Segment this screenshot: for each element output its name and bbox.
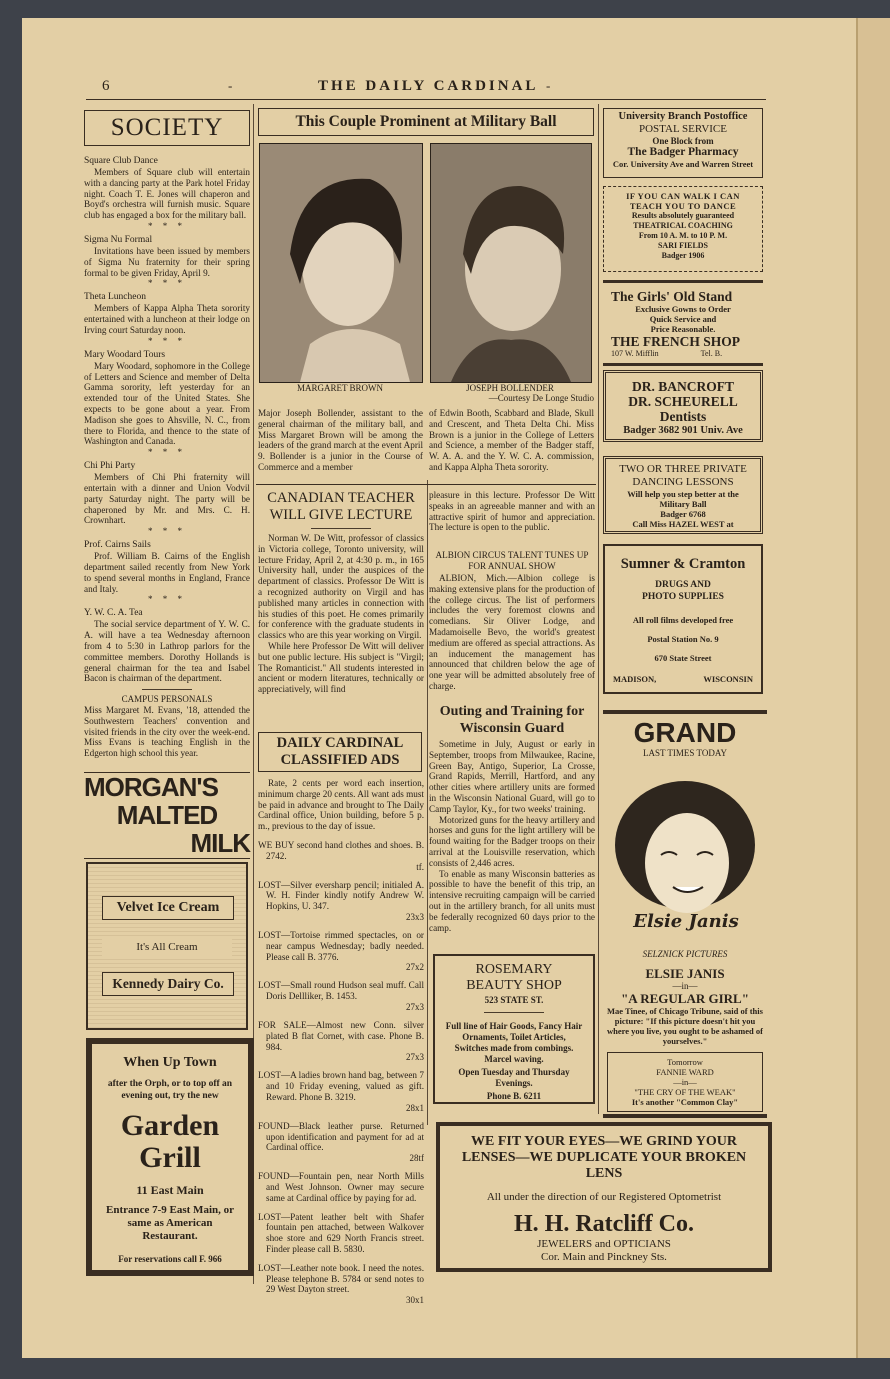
outing-heading: Outing and Training for Wisconsin Guard bbox=[439, 704, 585, 736]
sumner-line-4: All roll films developed free bbox=[632, 615, 734, 625]
classified-ad bbox=[258, 1070, 424, 1112]
french-shop-ad bbox=[603, 280, 763, 366]
postoffice-line-1: University Branch Postoffice bbox=[618, 111, 748, 122]
society-heading: SOCIETY bbox=[110, 114, 224, 141]
ratcliff-line-4: JEWELERS and OPTICIANS bbox=[537, 1238, 671, 1250]
society-item-text: Invitations have been issued by members of Sigma Nu fraternity for their spring formal to be given Friday, April 9. bbox=[84, 245, 250, 278]
garden-line-7: For reservations call F. 966 bbox=[118, 1254, 222, 1264]
lecture-continued bbox=[429, 490, 595, 550]
circus-text: ALBION, Mich.—Albion college is making extensive plans for the production of the college circus. The list of performers includes the very foremost clowns and comedians. Sir Oliver Lodge, and Madamoiselle Bevo, the world's greatest medium are offered as special attractions. As an inducement the management has announced that children below the age of one year will be admitted absolutely free of charge. bbox=[429, 573, 595, 691]
margaret-brown-portrait bbox=[260, 144, 422, 382]
dance-line-4: From 10 A. M. to 10 P. M. bbox=[638, 231, 728, 240]
separator-stars: * * * bbox=[148, 447, 186, 458]
classified-ad-code: 27x3 bbox=[406, 1001, 424, 1012]
kennedy-line-1: Velvet Ice Cream bbox=[102, 896, 234, 920]
postoffice-line-3: One Block from bbox=[652, 136, 714, 146]
society-item-title: Prof. Cairns Sails bbox=[84, 540, 151, 551]
classified-ad-text: WE BUY second hand clothes and shoes. B. 2742. bbox=[258, 839, 424, 861]
garden-line-1: When Up Town bbox=[123, 1055, 217, 1070]
lessons-line-4: Call Miss HAZEL WEST at bbox=[632, 519, 734, 529]
postoffice-line-5: Cor. University Ave and Warren Street bbox=[612, 159, 754, 169]
garden-line-4: Grill bbox=[139, 1141, 201, 1174]
rosemary-ad bbox=[433, 954, 595, 1104]
rosemary-line-5: Open Tuesday and Thursday Evenings. bbox=[458, 1067, 570, 1088]
sumner-line-1: Sumner & Cramton bbox=[620, 556, 746, 572]
dentists-ad bbox=[603, 370, 763, 442]
ratcliff-line-3: H. H. Ratcliff Co. bbox=[514, 1211, 694, 1237]
kennedy-ad bbox=[86, 862, 248, 1030]
separator-stars: * * * bbox=[148, 278, 186, 289]
classified-ad-text: LOST—Small round Hudson seal muff. Call Doris Dellliker, B. 1453. bbox=[258, 980, 424, 1002]
shop-line-4: Price Reasonable. bbox=[650, 324, 716, 334]
military-bottom-rule bbox=[256, 484, 596, 485]
classified-ad-text: LOST—Leather note book. I need the notes. Please telephone B. 5784 or send notes to 29 West Dayton street. bbox=[258, 1262, 424, 1295]
sumner-line-7: MADISON, bbox=[613, 674, 657, 684]
masthead-dot-right: - bbox=[546, 78, 551, 93]
lessons-line-3: Badger 6768 bbox=[660, 509, 706, 519]
classified-ad bbox=[258, 1171, 424, 1203]
classified-ad-text: LOST—A ladies brown hand bag, between 7 and 10 Friday evening, valued as gift. Reward. Phone B. 3219. bbox=[258, 1070, 424, 1102]
dentists-line-2: DR. SCHEURELL bbox=[628, 394, 738, 409]
grand-line-5: "A REGULAR GIRL" bbox=[621, 991, 749, 1006]
outing-article bbox=[429, 703, 595, 948]
classified-ad-code: 23x3 bbox=[406, 911, 424, 922]
classified-ad-text: FOUND—Fountain pen, near North Mills and West Johnson. Owner may secure same at Cardinal office by paying for ad. bbox=[258, 1171, 424, 1203]
postoffice-line-2: POSTAL SERVICE bbox=[639, 123, 727, 135]
classified-ad-code: 27x3 bbox=[406, 1052, 424, 1063]
society-item-text: Mary Woodard, sophomore in the College of Letters and Science and member of Delta Gamma sorority, left yesterday for an extended tour of the United States. She expects to be gone about a year. From Madison she goes to Ahsville, N. C., from there to Florida, and thence to the state of Washington and Canada. bbox=[84, 360, 250, 447]
shop-line-2: Exclusive Gowns to Order bbox=[635, 304, 731, 314]
joseph-bollender-photo bbox=[430, 143, 592, 383]
personals-rule bbox=[142, 689, 192, 690]
classified-ad-code: 28x1 bbox=[406, 1102, 424, 1113]
sumner-line-3: PHOTO SUPPLIES bbox=[642, 592, 724, 602]
outing-text: Sometime in July, August or early in September, troops from Milwaukee, Racine, Green Bay, Antigo, Superior, La Crosse, Grand Rapids, Merrill, Hartford, and any other cities where artillery units are formed in the Wisconsin National Guard, will go to Camp Taylor, Ky., for two weeks' training. bbox=[429, 739, 595, 814]
caption-margaret: MARGARET BROWN bbox=[296, 383, 384, 393]
sumner-line-6: 670 State Street bbox=[654, 653, 712, 663]
rosemary-line-3: 523 STATE ST. bbox=[484, 995, 544, 1005]
caption-joseph: JOSEPH BOLLENDER bbox=[466, 383, 554, 393]
newspaper-title: THE DAILY CARDINAL bbox=[318, 78, 539, 94]
society-item-title: Y. W. C. A. Tea bbox=[84, 608, 143, 619]
shop-address-row bbox=[603, 349, 763, 359]
separator-stars: * * * bbox=[148, 526, 186, 537]
circus-heading: ALBION CIRCUS TALENT TUNES UP FOR ANNUAL SHOW bbox=[435, 550, 589, 571]
classified-ad-code: tf. bbox=[416, 861, 424, 872]
separator-stars: * * * bbox=[148, 335, 186, 346]
garden-line-2: after the Orph, or to top off an evening out, try the new bbox=[107, 1079, 233, 1101]
morgans-line-3: MILK bbox=[190, 828, 250, 858]
dance-line-1: IF YOU CAN WALK I CAN TEACH YOU TO DANCE bbox=[626, 191, 740, 211]
military-heading: This Couple Prominent at Military Ball bbox=[295, 113, 557, 130]
masthead-dot: - bbox=[228, 78, 233, 93]
classified-ad bbox=[258, 1020, 424, 1062]
campus-personals-heading: CAMPUS PERSONALS bbox=[121, 694, 213, 705]
morgans-ad bbox=[84, 772, 250, 859]
sumner-line-5: Postal Station No. 9 bbox=[647, 634, 719, 644]
society-item-text: Members of Square club will entertain with a dancing party at the Park hotel Friday night. Coach T. E. Jones will chaperon and Boyd's orchestra will furnish music. Square club has engaged a box for the military ball. bbox=[84, 167, 250, 221]
grand-line-4: —in— bbox=[672, 981, 698, 991]
rosemary-line-2: BEAUTY SHOP bbox=[466, 978, 562, 993]
classified-heading: DAILY CARDINAL CLASSIFIED ADS bbox=[276, 735, 404, 768]
society-item-title: Mary Woodard Tours bbox=[84, 349, 166, 360]
dentists-line-1: DR. BANCROFT bbox=[631, 379, 734, 394]
garden-line-5: 11 East Main bbox=[136, 1183, 204, 1197]
grand-t1: Tomorrow bbox=[667, 1057, 703, 1067]
classified-ad bbox=[258, 1212, 424, 1255]
photo-credit: —Courtesy De Longe Studio bbox=[488, 393, 594, 403]
shop-line-6: 107 W. Mifflin bbox=[611, 349, 659, 358]
classified-ad-text: LOST—Silver eversharp pencil; initialed A. W. H. Finder kindly notify Andrew W. Hopkins, U. 347. bbox=[258, 879, 424, 912]
outing-text-2: Motorized guns for the heavy artillery and horses and guns for the light artillery will be found waiting for the Badger troops on their arrival at the Louisville reservation, which consists of 2,446 acres. bbox=[429, 814, 595, 868]
teacher-text-2: While here Professor De Witt will deliver but one public lecture. His subject is "Virgil; The Romanticist." All students interested in ancient or modern literatures, technically or appreciatively, will find bbox=[258, 640, 424, 695]
rosemary-line-6: Phone B. 6211 bbox=[486, 1091, 542, 1101]
society-item-text: Members of Kappa Alpha Theta sorority entertained with a luncheon at their lodge on Irving court Saturday noon. bbox=[84, 303, 250, 335]
grand-line-2: LAST TIMES TODAY bbox=[642, 748, 728, 758]
grand-t4: "THE CRY OF THE WEAK" bbox=[634, 1087, 736, 1097]
grand-line-6: Mae Tinee, of Chicago Tribune, said of this picture: "If this picture doesn't hit you where you live, you ought to be ashamed of yourselves." bbox=[607, 1006, 763, 1046]
classified-heading-box bbox=[258, 732, 422, 772]
military-text-left: Major Joseph Bollender, assistant to the general chairman of the military ball, and Miss Margaret Brown will be among the leaders of the grand march at the event April 9. Bollender is a junior in the Course of Commerce and a member bbox=[258, 408, 423, 472]
classified-ad-code: 28tf bbox=[409, 1153, 424, 1164]
next-page-edge bbox=[856, 18, 890, 1358]
classified-ad bbox=[258, 840, 424, 872]
dance-line-6: Badger 1906 bbox=[661, 251, 705, 260]
separator-stars: * * * bbox=[148, 594, 186, 605]
dentists-line-3: Dentists bbox=[659, 409, 707, 424]
classified-ad-code: 27x2 bbox=[406, 962, 424, 973]
teacher-text: Norman W. De Witt, professor of classics in Victoria college, Toronto university, will lecture Friday, April 2, at 4:30 p. m., in 165 University hall, under the auspices of the department of classics. Professor De Witt is a recognized authority on Virgil and has published many articles in connection with his studies of this poet. He comes primarily for conference with the graduate students in classics who are this year working on Virgil. bbox=[258, 533, 424, 641]
society-item-title: Chi Phi Party bbox=[84, 461, 136, 472]
grand-t3: —in— bbox=[673, 1077, 697, 1087]
classified-ad bbox=[258, 880, 424, 922]
shop-line-3: Quick Service and bbox=[649, 314, 717, 324]
classified-list bbox=[258, 840, 424, 1305]
dance-line-2: Results absolutely guaranteed bbox=[631, 211, 735, 220]
teacher-heading: CANADIAN TEACHER WILL GIVE LECTURE bbox=[267, 490, 415, 523]
classified-ad bbox=[258, 1121, 424, 1163]
shop-line-7: Tel. B. bbox=[700, 349, 723, 358]
circus-article bbox=[429, 550, 595, 700]
society-item-text: The social service department of Y. W. C. A. will have a tea Wednesday afternoon from 4 to 5:30 in Lathrop parlors for the committee members. Dorothy Hollands is general chairman for the tea and Isabel Bacon is chairman of the department. bbox=[84, 619, 250, 684]
garden-line-3: Garden bbox=[120, 1109, 220, 1142]
military-heading-box bbox=[258, 108, 594, 136]
column-rule-3 bbox=[598, 104, 599, 1114]
dance-ad bbox=[603, 186, 763, 272]
rosemary-line-1: ROSEMARY bbox=[475, 962, 553, 977]
ratcliff-ad bbox=[436, 1122, 772, 1272]
society-item-text: Members of Chi Phi fraternity will entertain with a dinner and Union Vodvil party Saturday night. The party will be chaperoned by Mr. and Mrs. C. H. Crownhart. bbox=[84, 472, 250, 526]
garden-grill-ad bbox=[86, 1038, 254, 1276]
kennedy-line-3: Kennedy Dairy Co. bbox=[102, 972, 234, 996]
morgans-line-2: MALTED bbox=[116, 800, 218, 830]
society-item-title: Square Club Dance bbox=[84, 156, 158, 166]
society-item-text: Prof. William B. Cairns of the English department sailed recently from New York to spend several months in England, France and Italy. bbox=[84, 551, 250, 594]
classified-ad bbox=[258, 1263, 424, 1305]
grand-tomorrow-box bbox=[607, 1052, 763, 1112]
grand-ad bbox=[603, 710, 767, 1118]
lecture-continued-text: pleasure in this lecture. Professor De Witt speaks in an agreeable manner and with an attractive spirit of humor and appreciation. The lecture is open to the public. bbox=[429, 490, 595, 533]
society-item-title: Theta Luncheon bbox=[84, 292, 146, 303]
teacher-rule bbox=[311, 528, 371, 529]
joseph-bollender-portrait bbox=[431, 144, 591, 382]
sumner-city-row bbox=[613, 674, 753, 685]
kennedy-line-2: It's All Cream bbox=[102, 938, 232, 956]
grand-studio: SELZNICK PICTURES bbox=[642, 949, 728, 959]
grand-t2: FANNIE WARD bbox=[656, 1067, 714, 1077]
society-item-title: Sigma Nu Formal bbox=[84, 234, 153, 245]
shop-line-1: The Girls' Old Stand bbox=[611, 289, 733, 304]
society-items bbox=[84, 156, 250, 690]
sumner-ad bbox=[603, 544, 763, 694]
classified-ad-code: 30x1 bbox=[406, 1295, 424, 1306]
margaret-brown-photo bbox=[259, 143, 423, 383]
classified-ad-text: FOUND—Black leather purse. Returned upon identification and payment for ad at Cardinal office. bbox=[258, 1120, 424, 1153]
ratcliff-line-5: Cor. Main and Pinckney Sts. bbox=[541, 1251, 667, 1263]
society-column bbox=[84, 110, 250, 770]
lessons-line-1: TWO OR THREE PRIVATE DANCING LESSONS bbox=[619, 463, 747, 488]
classified-ad bbox=[258, 930, 424, 972]
military-text-right: of Edwin Booth, Scabbard and Blade, Skull and Crescent, and Theta Delta Chi. Miss Brown is a junior in the College of Letters and Science, a member of the Badger staff, W. A. A. and the Y. W. C. A. commission, and Kappa Alpha Theta sorority. bbox=[429, 408, 594, 472]
dance-line-3: THEATRICAL COACHING bbox=[633, 221, 733, 230]
classified-intro: Rate, 2 cents per word each insertion, minimum charge 20 cents. All want ads must be paid in advance and brought to The Daily Cardinal office, Union building, before 5 p. m., previous to the day of issue. bbox=[258, 778, 424, 832]
classified-ads bbox=[258, 778, 424, 1306]
sumner-line-8: WISCONSIN bbox=[703, 674, 753, 684]
masthead bbox=[86, 76, 766, 98]
shop-line-5: THE FRENCH SHOP bbox=[611, 334, 741, 349]
separator-stars: * * * bbox=[148, 220, 186, 231]
outing-text-3: To enable as many Wisconsin batteries as possible to have the benefit of this trip, an intensive recruiting campaign will be carried out in the artillery branch, for all units must be federally recognized 60 days prior to the camp. bbox=[429, 868, 595, 933]
page-number: 6 bbox=[102, 78, 110, 94]
ratcliff-line-1: WE FIT YOUR EYES—WE GRIND YOUR LENSES—WE DUPLICATE YOUR BROKEN LENS bbox=[461, 1134, 747, 1181]
campus-personals-text: Miss Margaret M. Evans, '18, attended the Southwestern Teachers' convention and visited friends in the city over the week-end. Miss Evans is teaching English in the Edgerton high school this year. bbox=[84, 705, 250, 759]
teacher-article bbox=[258, 490, 424, 730]
grand-t5: It's another "Common Clay" bbox=[631, 1097, 739, 1107]
dance-line-5: SARI FIELDS bbox=[657, 241, 708, 250]
lessons-line-2: Will help you step better at the Military Ball bbox=[627, 489, 739, 509]
classified-ad-text: LOST—Tortoise rimmed spectacles, on or near campus Wednesday; badly needed. Please call B. 3776. bbox=[258, 929, 424, 962]
sumner-line-2: DRUGS AND bbox=[655, 580, 711, 590]
dentists-line-4: Badger 3682 901 Univ. Ave bbox=[623, 425, 743, 436]
rosemary-rule bbox=[484, 1012, 544, 1013]
garden-line-6: Entrance 7-9 East Main, or same as American Restaurant. bbox=[105, 1204, 234, 1242]
classified-ad bbox=[258, 980, 424, 1012]
lessons-ad bbox=[603, 456, 763, 534]
grand-line-3: ELSIE JANIS bbox=[645, 966, 725, 981]
postoffice-line-4: The Badger Pharmacy bbox=[627, 146, 739, 158]
ratcliff-line-2: All under the direction of our Registered Optometrist bbox=[486, 1191, 722, 1203]
classified-ad-text: LOST—Patent leather belt with Shafer fountain pen attached, between Walkover shoe store and 629 North Francis street. Finder please call B. 5830. bbox=[258, 1211, 424, 1254]
grand-line-1: GRAND bbox=[633, 717, 737, 748]
classified-ad-text: FOR SALE—Almost new Conn. silver plated B flat Cornet, with case. Phone B. 984. bbox=[258, 1019, 424, 1052]
postoffice-ad bbox=[603, 108, 763, 178]
column-rule-2 bbox=[427, 480, 428, 1125]
morgans-line-1: MORGAN'S bbox=[84, 772, 218, 802]
masthead-rule bbox=[86, 99, 766, 100]
society-heading-box bbox=[84, 110, 250, 146]
grand-signature: Elsie Janis bbox=[633, 911, 739, 932]
rosemary-line-4: Full line of Hair Goods, Fancy Hair Ornaments, Toilet Articles, Switches made from combings. Marcel waving. bbox=[445, 1021, 583, 1064]
